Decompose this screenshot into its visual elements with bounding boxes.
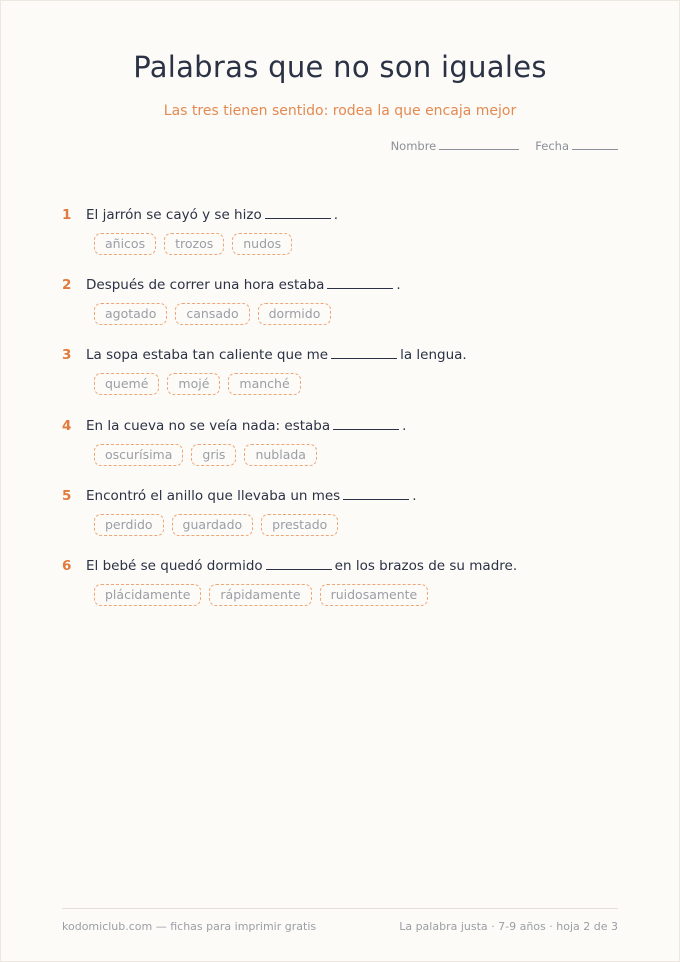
sentence-end: . <box>396 277 401 294</box>
name-date-fields <box>391 139 618 153</box>
option-chip[interactable]: gris <box>191 444 236 466</box>
sentence-end: . <box>402 417 407 434</box>
option-chip[interactable]: prestado <box>261 514 338 536</box>
question-item <box>62 417 622 487</box>
sentence-end: . <box>333 207 338 223</box>
date-blank[interactable] <box>572 139 618 150</box>
answer-blank[interactable] <box>327 276 393 289</box>
question-number: 2 <box>62 277 72 294</box>
answer-blank[interactable] <box>343 487 409 500</box>
answer-options <box>94 444 622 466</box>
option-chip[interactable]: manché <box>228 373 300 395</box>
question-sentence <box>62 557 622 579</box>
question-sentence <box>62 417 622 439</box>
option-chip[interactable]: nublada <box>244 444 317 466</box>
sentence-start: El jarrón se cayó y se hizo <box>86 207 262 223</box>
footer-divider <box>62 908 618 909</box>
sentence-end: . <box>412 487 417 504</box>
answer-blank[interactable] <box>333 417 399 430</box>
option-chip[interactable]: agotado <box>94 303 167 325</box>
answer-blank[interactable] <box>331 346 397 359</box>
question-item <box>62 276 622 346</box>
sentence-start: El bebé se quedó dormido <box>86 557 263 574</box>
question-sentence <box>62 276 622 298</box>
answer-options <box>94 514 622 536</box>
question-item <box>62 346 622 416</box>
date-field[interactable] <box>535 139 618 153</box>
question-list <box>62 206 622 627</box>
date-label: Fecha <box>535 139 569 153</box>
name-field[interactable] <box>391 139 520 153</box>
answer-blank[interactable] <box>266 557 332 570</box>
name-label: Nombre <box>390 139 437 153</box>
question-item <box>62 557 622 627</box>
page-subtitle: Las tres tienen sentido: rodea la que encaja mejor <box>163 103 517 119</box>
answer-options <box>94 584 622 606</box>
option-chip[interactable]: quemé <box>94 373 159 395</box>
option-chip[interactable]: añicos <box>94 233 156 255</box>
question-number: 3 <box>62 347 72 364</box>
question-sentence <box>62 346 622 368</box>
sentence-start: Encontró el anillo que llevaba un mes <box>86 487 341 504</box>
question-number: 6 <box>62 557 72 574</box>
option-chip[interactable]: cansado <box>175 303 249 325</box>
answer-options <box>94 233 622 255</box>
footer-site-text: kodomiclub.com — fichas para imprimir gratis <box>62 920 317 933</box>
option-chip[interactable]: guardado <box>172 514 254 536</box>
option-chip[interactable]: nudos <box>232 233 292 255</box>
option-chip[interactable]: dormido <box>258 303 332 325</box>
option-chip[interactable]: ruidosamente <box>320 584 429 606</box>
answer-options <box>94 373 622 395</box>
question-number: 4 <box>62 417 72 434</box>
name-blank[interactable] <box>439 139 519 150</box>
question-number: 5 <box>62 487 72 504</box>
question-sentence <box>62 487 622 509</box>
footer-sheet-info: La palabra justa · 7-9 años · hoja 2 de 3 <box>399 920 618 933</box>
answer-blank[interactable] <box>265 206 331 219</box>
sentence-start: En la cueva no se veía nada: estaba <box>86 417 331 434</box>
option-chip[interactable]: oscurísima <box>94 444 183 466</box>
question-item <box>62 206 622 276</box>
sentence-end: la lengua. <box>400 347 467 364</box>
question-number: 1 <box>62 207 72 223</box>
question-sentence <box>62 206 622 228</box>
question-item <box>62 487 622 557</box>
option-chip[interactable]: plácidamente <box>94 584 201 606</box>
sentence-start: Después de correr una hora estaba <box>86 277 325 294</box>
option-chip[interactable]: perdido <box>94 514 164 536</box>
sentence-end: en los brazos de su madre. <box>334 557 518 574</box>
answer-options <box>94 303 622 325</box>
sentence-start: La sopa estaba tan caliente que me <box>86 347 329 364</box>
option-chip[interactable]: trozos <box>164 233 224 255</box>
option-chip[interactable]: rápidamente <box>209 584 311 606</box>
option-chip[interactable]: mojé <box>167 373 220 395</box>
page-title: Palabras que no son iguales <box>133 50 547 84</box>
